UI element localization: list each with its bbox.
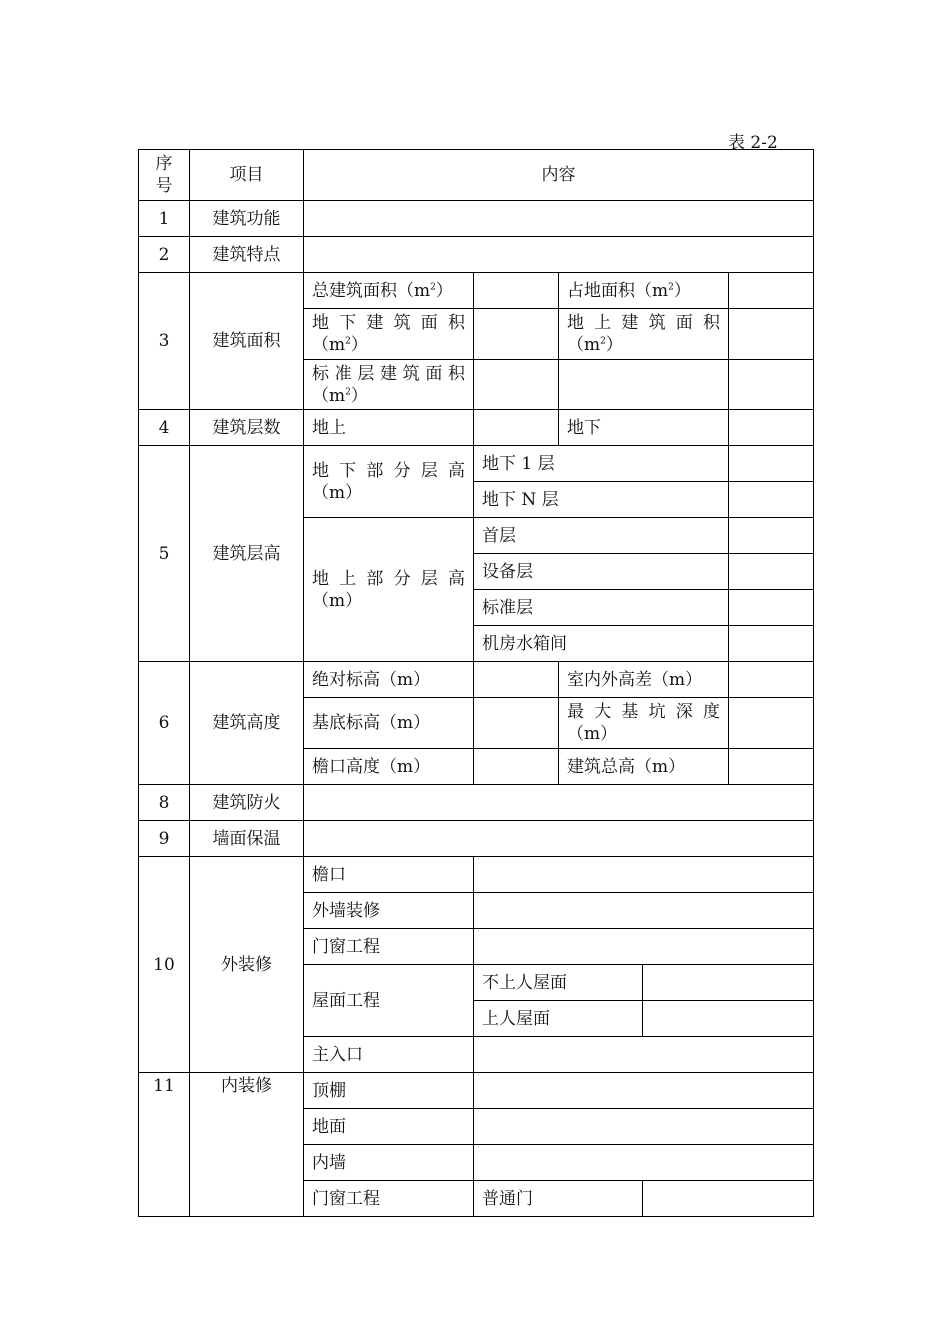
value-cell[interactable]	[643, 1001, 814, 1037]
row-number: 5	[139, 446, 190, 662]
field-label: 地上部分层高 （m）	[304, 518, 474, 662]
row-number: 1	[139, 201, 190, 237]
table-header-row	[139, 150, 814, 201]
field-label: 建筑总高（m）	[559, 749, 729, 785]
table-row	[139, 201, 814, 237]
value-cell[interactable]	[474, 410, 559, 446]
value-cell[interactable]	[729, 482, 814, 518]
field-label: 檐口	[304, 857, 474, 893]
sub-label: 首层	[474, 518, 729, 554]
field-label: 总建筑面积$(m^2)$	[304, 273, 474, 309]
field-label: 门窗工程	[304, 929, 474, 965]
sub-label: 机房水箱间	[474, 626, 729, 662]
table-row	[139, 785, 814, 821]
value-cell[interactable]	[729, 554, 814, 590]
field-label: 室内外高差（m）	[559, 662, 729, 698]
header-seq: 序 号	[139, 150, 190, 201]
row-label: 建筑面积	[190, 273, 304, 410]
field-label: 檐口高度（m）	[304, 749, 474, 785]
value-cell[interactable]	[304, 821, 814, 857]
value-cell[interactable]	[729, 360, 814, 410]
row-label: 外装修	[190, 857, 304, 1073]
value-cell[interactable]	[729, 698, 814, 749]
row-label: 内装修	[190, 1073, 304, 1217]
sub-label: 普通门	[474, 1181, 643, 1217]
row-label: 建筑功能	[190, 201, 304, 237]
value-cell[interactable]	[729, 590, 814, 626]
field-label: 顶棚	[304, 1073, 474, 1109]
field-label: 地下部分层高 （m）	[304, 446, 474, 518]
sub-label: 设备层	[474, 554, 729, 590]
value-cell[interactable]	[729, 309, 814, 360]
table-row	[139, 446, 814, 482]
value-cell[interactable]	[474, 749, 559, 785]
value-cell[interactable]	[474, 857, 814, 893]
field-label: 标准层建筑面积 $(m^2)$	[304, 360, 474, 410]
value-cell[interactable]	[643, 1181, 814, 1217]
row-label: 建筑层高	[190, 446, 304, 662]
sub-label: 地下 N 层	[474, 482, 729, 518]
row-number: 4	[139, 410, 190, 446]
field-label: 屋面工程	[304, 965, 474, 1037]
value-cell[interactable]	[474, 893, 814, 929]
row-number: 9	[139, 821, 190, 857]
sub-label: 标准层	[474, 590, 729, 626]
sub-label: 上人屋面	[474, 1001, 643, 1037]
table-row	[139, 662, 814, 698]
row-label: 建筑特点	[190, 237, 304, 273]
value-cell[interactable]	[474, 273, 559, 309]
field-label: 主入口	[304, 1037, 474, 1073]
value-cell[interactable]	[729, 446, 814, 482]
table-row	[139, 821, 814, 857]
row-number: 8	[139, 785, 190, 821]
row-number: 11	[139, 1073, 190, 1217]
field-label: 地下建筑面积 $(m^2)$	[304, 309, 474, 360]
row-label: 墙面保温	[190, 821, 304, 857]
value-cell[interactable]	[729, 410, 814, 446]
value-cell[interactable]	[474, 698, 559, 749]
value-cell[interactable]	[474, 1073, 814, 1109]
field-label: 门窗工程	[304, 1181, 474, 1217]
row-number: 6	[139, 662, 190, 785]
field-label: 占地面积$(m^2)$	[559, 273, 729, 309]
value-cell[interactable]	[304, 785, 814, 821]
value-cell[interactable]	[474, 309, 559, 360]
sub-label: 地下 1 层	[474, 446, 729, 482]
table-caption: 表 2-2	[728, 133, 778, 153]
field-label: 地面	[304, 1109, 474, 1145]
value-cell[interactable]	[474, 360, 559, 410]
field-label: 内墙	[304, 1145, 474, 1181]
table-row	[139, 857, 814, 893]
row-number: 3	[139, 273, 190, 410]
value-cell[interactable]	[304, 201, 814, 237]
value-cell[interactable]	[729, 518, 814, 554]
value-cell[interactable]	[559, 360, 729, 410]
sub-label: 不上人屋面	[474, 965, 643, 1001]
value-cell[interactable]	[474, 929, 814, 965]
field-label: 绝对标高（m）	[304, 662, 474, 698]
value-cell[interactable]	[304, 237, 814, 273]
field-label: 基底标高（m）	[304, 698, 474, 749]
value-cell[interactable]	[729, 662, 814, 698]
header-item: 项目	[190, 150, 304, 201]
row-label: 建筑层数	[190, 410, 304, 446]
table-row	[139, 273, 814, 309]
header-content: 内容	[304, 150, 814, 201]
table-row	[139, 1073, 814, 1109]
row-label: 建筑防火	[190, 785, 304, 821]
value-cell[interactable]	[729, 626, 814, 662]
value-cell[interactable]	[729, 749, 814, 785]
value-cell[interactable]	[474, 1145, 814, 1181]
value-cell[interactable]	[474, 1037, 814, 1073]
row-label: 建筑高度	[190, 662, 304, 785]
field-label: 地下	[559, 410, 729, 446]
field-label: 地上	[304, 410, 474, 446]
value-cell[interactable]	[729, 273, 814, 309]
table-row	[139, 237, 814, 273]
table-row	[139, 410, 814, 446]
value-cell[interactable]	[474, 662, 559, 698]
value-cell[interactable]	[643, 965, 814, 1001]
field-label: 最大基坑深度 （m）	[559, 698, 729, 749]
building-info-table	[138, 149, 814, 1217]
value-cell[interactable]	[474, 1109, 814, 1145]
field-label: 外墙装修	[304, 893, 474, 929]
row-number: 2	[139, 237, 190, 273]
field-label: 地上建筑面积 $(m^2)$	[559, 309, 729, 360]
row-number: 10	[139, 857, 190, 1073]
